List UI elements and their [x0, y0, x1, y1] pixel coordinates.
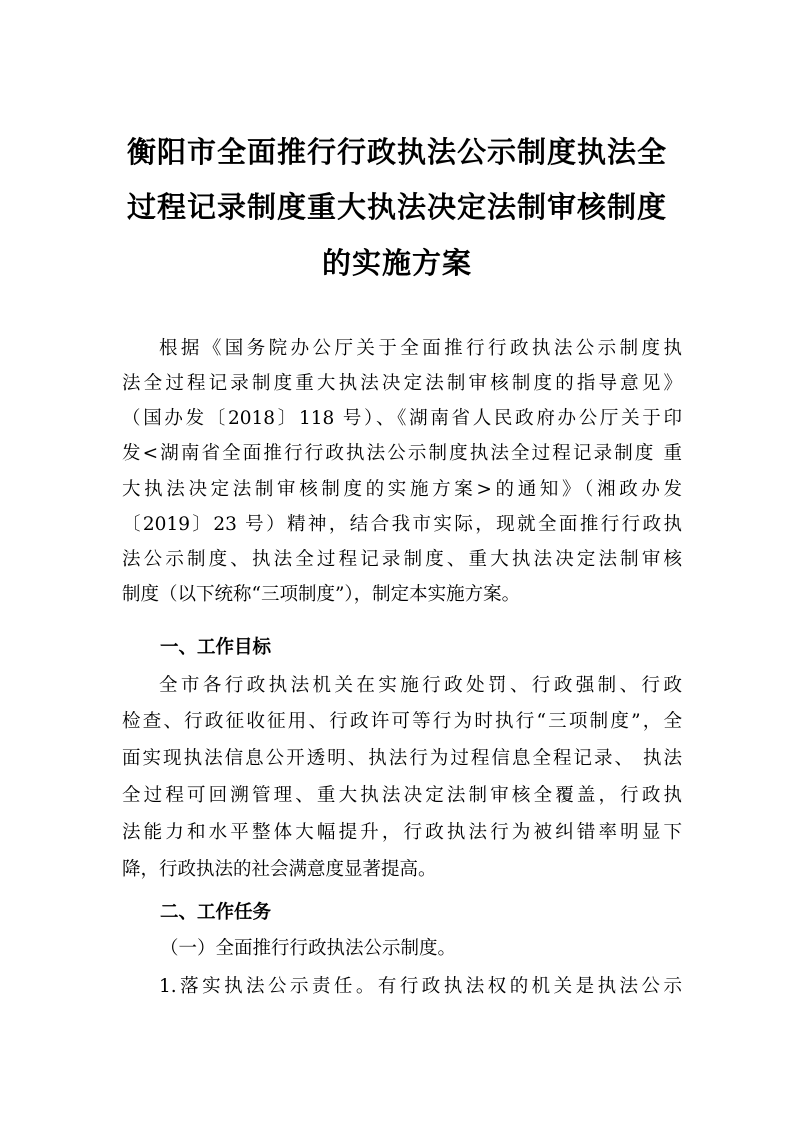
- goals-paragraph-line: 降，行政执法的社会满意度显著提高。: [122, 859, 437, 880]
- goals-paragraph-line: 全市各行政执法机关在实施行政处罚、行政强制、行政: [159, 675, 682, 696]
- intro-paragraph-line: 发<湖南省全面推行行政执法公示制度执法全过程记录制度 重: [122, 443, 682, 464]
- intro-paragraph-line: 大执法决定法制审核制度的实施方案>的通知》（湘政办发: [122, 479, 682, 500]
- section-heading-goals: 一、工作目标: [160, 637, 272, 658]
- document-title-line-3: 的实施方案: [321, 246, 472, 280]
- intro-paragraph-line: 法公示制度、执法全过程记录制度、重大执法决定法制审核: [122, 549, 682, 570]
- goals-paragraph-line: 面实现执法信息公开透明、执法行为过程信息全程记录、 执法: [122, 748, 682, 769]
- goals-paragraph-line: 检查、行政征收征用、行政许可等行为时执行“三项制度”，全: [122, 711, 682, 732]
- document-title-line-2: 过程记录制度重大执法决定法制审核制度: [126, 190, 667, 224]
- document-title-line-1: 衡阳市全面推行行政执法公示制度执法全: [126, 135, 667, 169]
- goals-paragraph-line: 全过程可回溯管理、重大执法决定法制审核全覆盖，行政执: [122, 785, 682, 806]
- section-heading-tasks: 二、工作任务: [160, 902, 272, 923]
- intro-paragraph-line: 〔2019〕23 号）精神，结合我市实际，现就全面推行行政执: [122, 514, 682, 535]
- intro-paragraph-line: 制度（以下统称“三项制度”），制定本实施方案。: [122, 584, 521, 605]
- intro-paragraph-line: 根据《国务院办公厅关于全面推行行政执法公示制度执: [159, 338, 682, 359]
- intro-paragraph-line: 法全过程记录制度重大执法决定法制审核制度的指导意见》: [122, 373, 682, 394]
- intro-paragraph-line: （国办发〔2018〕118 号）、《湖南省人民政府办公厅关于印: [122, 408, 682, 429]
- item-paragraph-line: 1.落实执法公示责任。有行政执法权的机关是执法公示: [159, 976, 682, 997]
- goals-paragraph-line: 法能力和水平整体大幅提升，行政执法行为被纠错率明显下: [122, 822, 682, 843]
- subsection-heading-publicity: （一）全面推行行政执法公示制度。: [160, 938, 457, 959]
